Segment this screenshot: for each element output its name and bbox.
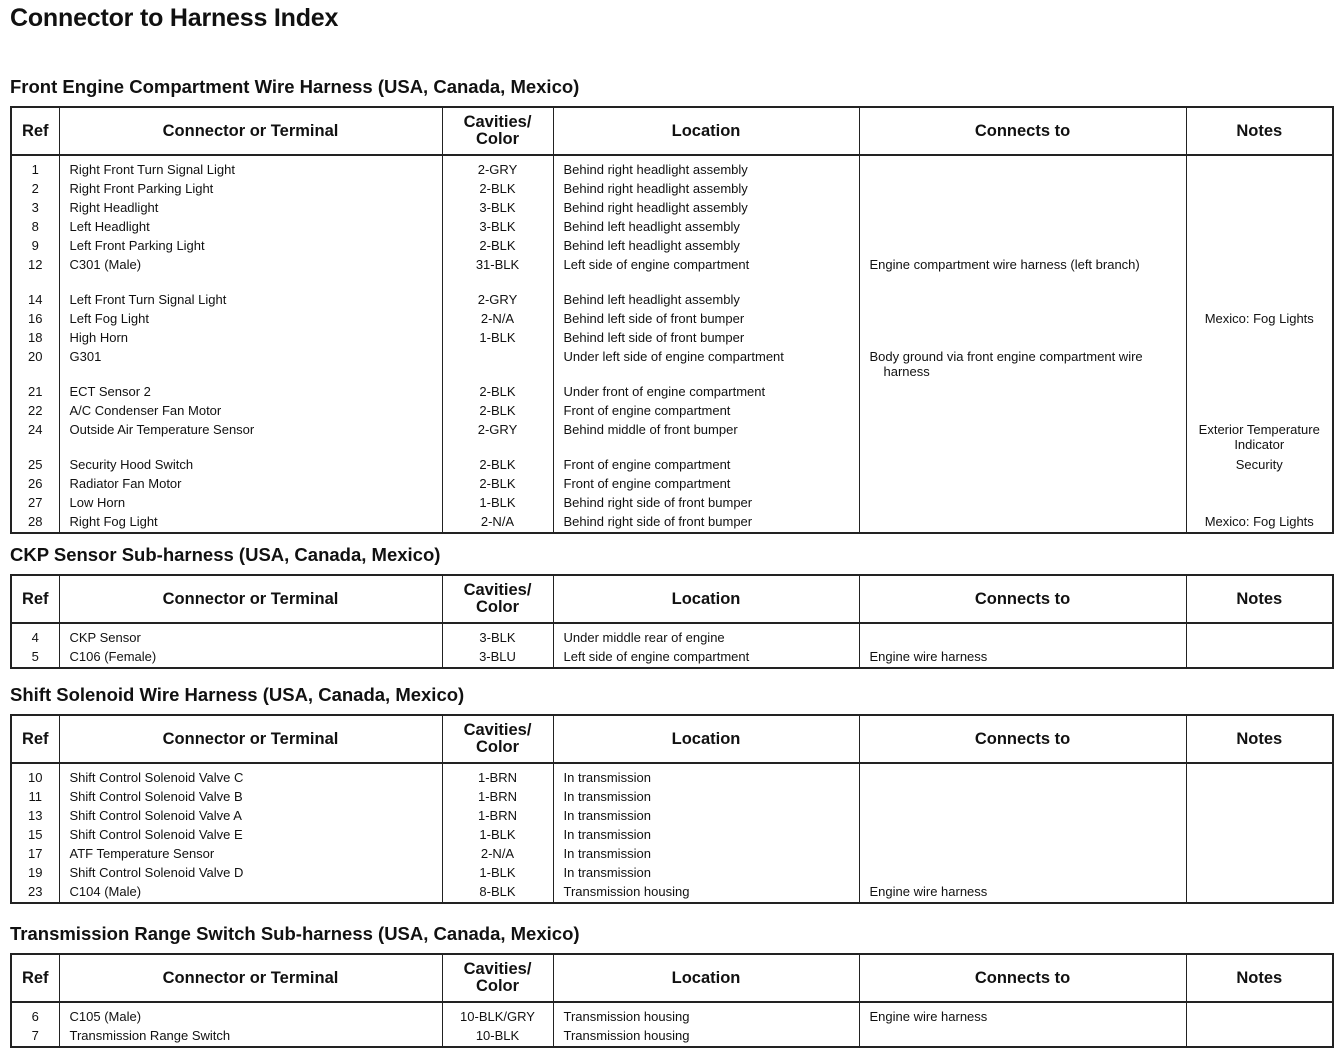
cell-cavities: 1-BLK [442,863,553,882]
cell-cavities: 1-BRN [442,763,553,787]
cell-connector: A/C Condenser Fan Motor [59,401,442,420]
section-title: CKP Sensor Sub-harness (USA, Canada, Mexico) [10,544,441,565]
cell-cavities: 2-N/A [442,309,553,328]
cell-notes [1186,474,1333,493]
connects-to-text: Body ground via front engine compartment wire harness [869,349,1143,379]
column-header-cavities-line2: Color [475,977,520,995]
cell-connector: Left Front Parking Light [59,236,442,255]
cell-location: In transmission [553,787,859,806]
cell-connects-to [859,806,1186,825]
cell-connects-to [859,401,1186,420]
cell-ref: 20 [11,347,59,382]
cell-notes [1186,290,1333,309]
cell-notes [1186,328,1333,347]
cell-location: Behind right side of front bumper [553,493,859,512]
cell-connects-to [859,647,1186,668]
cell-connector: Security Hood Switch [59,455,442,474]
section-shift-solenoid [10,684,1334,904]
column-header-cavities-line1: Cavities/ [463,960,532,978]
cell-connects-to [859,863,1186,882]
column-header-connects-to: Connects to [859,575,1186,623]
table-row [11,1026,1333,1047]
cell-location: In transmission [553,825,859,844]
cell-connects-to [859,255,1186,290]
column-header-cavities-line1: Cavities/ [463,581,532,599]
cell-cavities: 2-GRY [442,420,553,455]
column-header-connects-to: Connects to [859,954,1186,1002]
column-header-connector: Connector or Terminal [59,575,442,623]
cell-notes [1186,179,1333,198]
cell-ref: 18 [11,328,59,347]
section-title: Shift Solenoid Wire Harness (USA, Canada, Mexico) [10,684,465,705]
cell-cavities: 1-BRN [442,787,553,806]
table-row [11,825,1333,844]
cell-connector: Outside Air Temperature Sensor [59,420,442,455]
cell-cavities [442,347,553,382]
column-header-cavities-line1: Cavities/ [463,721,532,739]
cell-ref: 23 [11,882,59,903]
cell-connector: C301 (Male) [59,255,442,290]
table-row [11,290,1333,309]
cell-connects-to [859,217,1186,236]
table-row [11,882,1333,903]
cell-connects-to [859,420,1186,455]
cell-ref: 7 [11,1026,59,1047]
cell-connector: Shift Control Solenoid Valve A [59,806,442,825]
cell-ref: 13 [11,806,59,825]
table-row [11,844,1333,863]
column-header-connects-to: Connects to [859,715,1186,763]
cell-connects-to [859,623,1186,647]
table-row [11,420,1333,455]
cell-ref: 2 [11,179,59,198]
table-row [11,863,1333,882]
cell-cavities: 2-BLK [442,236,553,255]
harness-table [10,714,1334,904]
cell-notes [1186,787,1333,806]
cell-ref: 22 [11,401,59,420]
cell-ref: 9 [11,236,59,255]
cell-cavities: 2-BLK [442,474,553,493]
connects-to-text: Engine wire harness [869,884,988,899]
table-row [11,455,1333,474]
cell-location: Front of engine compartment [553,474,859,493]
cell-notes [1186,347,1333,382]
cell-connects-to [859,787,1186,806]
cell-notes [1186,401,1333,420]
cell-notes [1186,198,1333,217]
column-header-connector: Connector or Terminal [59,954,442,1002]
cell-cavities: 1-BLK [442,328,553,347]
column-header-notes: Notes [1186,715,1333,763]
cell-notes [1186,647,1333,668]
table-row [11,401,1333,420]
cell-ref: 17 [11,844,59,863]
table-row [11,328,1333,347]
cell-cavities: 8-BLK [442,882,553,903]
cell-connector: Left Fog Light [59,309,442,328]
header-row [11,715,1333,763]
cell-connector: CKP Sensor [59,623,442,647]
cell-cavities: 31-BLK [442,255,553,290]
harness-table [10,106,1334,534]
cell-notes: Security [1186,455,1333,474]
column-header-location: Location [553,107,859,155]
table-row [11,806,1333,825]
table-row [11,217,1333,236]
cell-notes: Exterior Temperature Indicator [1186,420,1333,455]
cell-connector: C105 (Male) [59,1002,442,1026]
cell-cavities: 2-GRY [442,290,553,309]
column-header-ref: Ref [11,954,59,1002]
cell-connects-to [859,179,1186,198]
column-header-location: Location [553,575,859,623]
cell-connector: Left Headlight [59,217,442,236]
column-header-location: Location [553,954,859,1002]
table-row [11,763,1333,787]
cell-cavities: 10-BLK/GRY [442,1002,553,1026]
cell-notes [1186,382,1333,401]
cell-cavities: 1-BLK [442,825,553,844]
column-header-connector: Connector or Terminal [59,107,442,155]
cell-connector: Shift Control Solenoid Valve C [59,763,442,787]
cell-cavities: 1-BLK [442,493,553,512]
cell-ref: 19 [11,863,59,882]
cell-cavities: 2-BLK [442,179,553,198]
cell-notes: Mexico: Fog Lights [1186,512,1333,533]
cell-connector: Right Front Turn Signal Light [59,155,442,179]
cell-connector: Shift Control Solenoid Valve E [59,825,442,844]
cell-connects-to [859,236,1186,255]
cell-location: Under front of engine compartment [553,382,859,401]
column-header-notes: Notes [1186,107,1333,155]
cell-ref: 11 [11,787,59,806]
cell-ref: 26 [11,474,59,493]
cell-connects-to [859,844,1186,863]
cell-location: Under middle rear of engine [553,623,859,647]
cell-cavities: 2-N/A [442,512,553,533]
cell-connects-to [859,290,1186,309]
connects-to-text: Engine wire harness [869,649,988,664]
cell-connects-to [859,328,1186,347]
column-header-cavities-line2: Color [475,738,520,756]
section-front-engine-compartment [10,76,1334,534]
cell-cavities: 2-BLK [442,401,553,420]
cell-notes [1186,844,1333,863]
cell-location: Behind middle of front bumper [553,420,859,455]
table-row [11,236,1333,255]
cell-ref: 6 [11,1002,59,1026]
column-header-cavities [442,107,553,155]
cell-location: Behind right headlight assembly [553,198,859,217]
cell-ref: 21 [11,382,59,401]
cell-ref: 1 [11,155,59,179]
cell-ref: 28 [11,512,59,533]
section-title: Front Engine Compartment Wire Harness (USA, Canada, Mexico) [10,76,580,97]
cell-location: In transmission [553,763,859,787]
cell-connects-to [859,155,1186,179]
table-row [11,1002,1333,1026]
cell-connector: Transmission Range Switch [59,1026,442,1047]
cell-location: Behind left side of front bumper [553,328,859,347]
table-row [11,474,1333,493]
cell-ref: 25 [11,455,59,474]
cell-connects-to [859,382,1186,401]
table-row [11,255,1333,290]
column-header-ref: Ref [11,715,59,763]
column-header-cavities [442,575,553,623]
table-row [11,155,1333,179]
cell-connects-to [859,347,1186,382]
table-row [11,179,1333,198]
cell-location: Behind right headlight assembly [553,179,859,198]
cell-connects-to [859,825,1186,844]
harness-table [10,574,1334,669]
cell-connector: C104 (Male) [59,882,442,903]
cell-cavities: 3-BLK [442,623,553,647]
cell-location: Left side of engine compartment [553,255,859,290]
cell-connector: C106 (Female) [59,647,442,668]
table-row [11,347,1333,382]
cell-notes: Mexico: Fog Lights [1186,309,1333,328]
column-header-cavities [442,954,553,1002]
cell-location: Front of engine compartment [553,455,859,474]
connects-to-text: Engine compartment wire harness (left branch) [869,257,1140,272]
cell-notes [1186,623,1333,647]
cell-connects-to [859,198,1186,217]
column-header-cavities-line2: Color [475,598,520,616]
cell-connector: Right Headlight [59,198,442,217]
cell-location: Behind right side of front bumper [553,512,859,533]
cell-connector: Low Horn [59,493,442,512]
column-header-cavities-line1: Cavities/ [463,113,532,131]
cell-location: In transmission [553,863,859,882]
cell-notes [1186,1002,1333,1026]
cell-cavities: 1-BRN [442,806,553,825]
table-row [11,382,1333,401]
section-title: Transmission Range Switch Sub-harness (USA, Canada, Mexico) [10,923,580,944]
harness-table [10,953,1334,1048]
cell-cavities: 3-BLK [442,217,553,236]
table-row [11,198,1333,217]
cell-location: Left side of engine compartment [553,647,859,668]
section-ckp-sensor [10,544,1334,669]
cell-cavities: 2-BLK [442,382,553,401]
cell-notes [1186,806,1333,825]
cell-location: Behind left headlight assembly [553,217,859,236]
cell-connector: Radiator Fan Motor [59,474,442,493]
table-row [11,493,1333,512]
column-header-connects-to: Connects to [859,107,1186,155]
cell-connects-to [859,455,1186,474]
cell-location: Behind left headlight assembly [553,236,859,255]
cell-ref: 15 [11,825,59,844]
cell-location: Front of engine compartment [553,401,859,420]
column-header-ref: Ref [11,107,59,155]
header-row [11,954,1333,1002]
cell-location: Transmission housing [553,1002,859,1026]
cell-connects-to [859,309,1186,328]
table-row [11,787,1333,806]
cell-connects-to [859,512,1186,533]
cell-connects-to [859,882,1186,903]
cell-connector: Right Front Parking Light [59,179,442,198]
cell-ref: 4 [11,623,59,647]
cell-location: Behind left headlight assembly [553,290,859,309]
cell-connects-to [859,1026,1186,1047]
cell-connects-to [859,1002,1186,1026]
column-header-ref: Ref [11,575,59,623]
connects-to-text: Engine wire harness [869,1009,988,1024]
column-header-connector: Connector or Terminal [59,715,442,763]
table-row [11,309,1333,328]
cell-cavities: 2-GRY [442,155,553,179]
cell-location: Behind right headlight assembly [553,155,859,179]
cell-location: In transmission [553,844,859,863]
cell-notes [1186,217,1333,236]
column-header-cavities [442,715,553,763]
cell-notes [1186,155,1333,179]
header-row [11,107,1333,155]
cell-connector: ECT Sensor 2 [59,382,442,401]
cell-cavities: 3-BLU [442,647,553,668]
cell-connector: Shift Control Solenoid Valve B [59,787,442,806]
cell-connector: ATF Temperature Sensor [59,844,442,863]
cell-cavities: 2-N/A [442,844,553,863]
cell-connector: High Horn [59,328,442,347]
table-row [11,512,1333,533]
cell-ref: 8 [11,217,59,236]
cell-ref: 10 [11,763,59,787]
column-header-notes: Notes [1186,954,1333,1002]
cell-notes [1186,255,1333,290]
cell-notes [1186,825,1333,844]
cell-connector: Shift Control Solenoid Valve D [59,863,442,882]
cell-cavities: 10-BLK [442,1026,553,1047]
cell-connects-to [859,493,1186,512]
cell-notes [1186,1026,1333,1047]
header-row [11,575,1333,623]
cell-notes [1186,236,1333,255]
cell-cavities: 2-BLK [442,455,553,474]
column-header-cavities-line2: Color [475,130,520,148]
cell-cavities: 3-BLK [442,198,553,217]
cell-connects-to [859,763,1186,787]
cell-location: Transmission housing [553,1026,859,1047]
cell-ref: 3 [11,198,59,217]
cell-connects-to [859,474,1186,493]
cell-notes [1186,882,1333,903]
cell-connector: G301 [59,347,442,382]
cell-connector: Right Fog Light [59,512,442,533]
cell-location: In transmission [553,806,859,825]
cell-ref: 16 [11,309,59,328]
cell-ref: 5 [11,647,59,668]
cell-location: Behind left side of front bumper [553,309,859,328]
column-header-notes: Notes [1186,575,1333,623]
cell-ref: 14 [11,290,59,309]
cell-location: Under left side of engine compartment [553,347,859,382]
cell-notes [1186,863,1333,882]
table-row [11,623,1333,647]
cell-ref: 12 [11,255,59,290]
cell-connector: Left Front Turn Signal Light [59,290,442,309]
page-title: Connector to Harness Index [10,4,339,32]
cell-ref: 27 [11,493,59,512]
table-row [11,647,1333,668]
cell-notes [1186,493,1333,512]
cell-location: Transmission housing [553,882,859,903]
cell-ref: 24 [11,420,59,455]
section-transmission-range-switch [10,923,1334,1048]
cell-notes [1186,763,1333,787]
column-header-location: Location [553,715,859,763]
